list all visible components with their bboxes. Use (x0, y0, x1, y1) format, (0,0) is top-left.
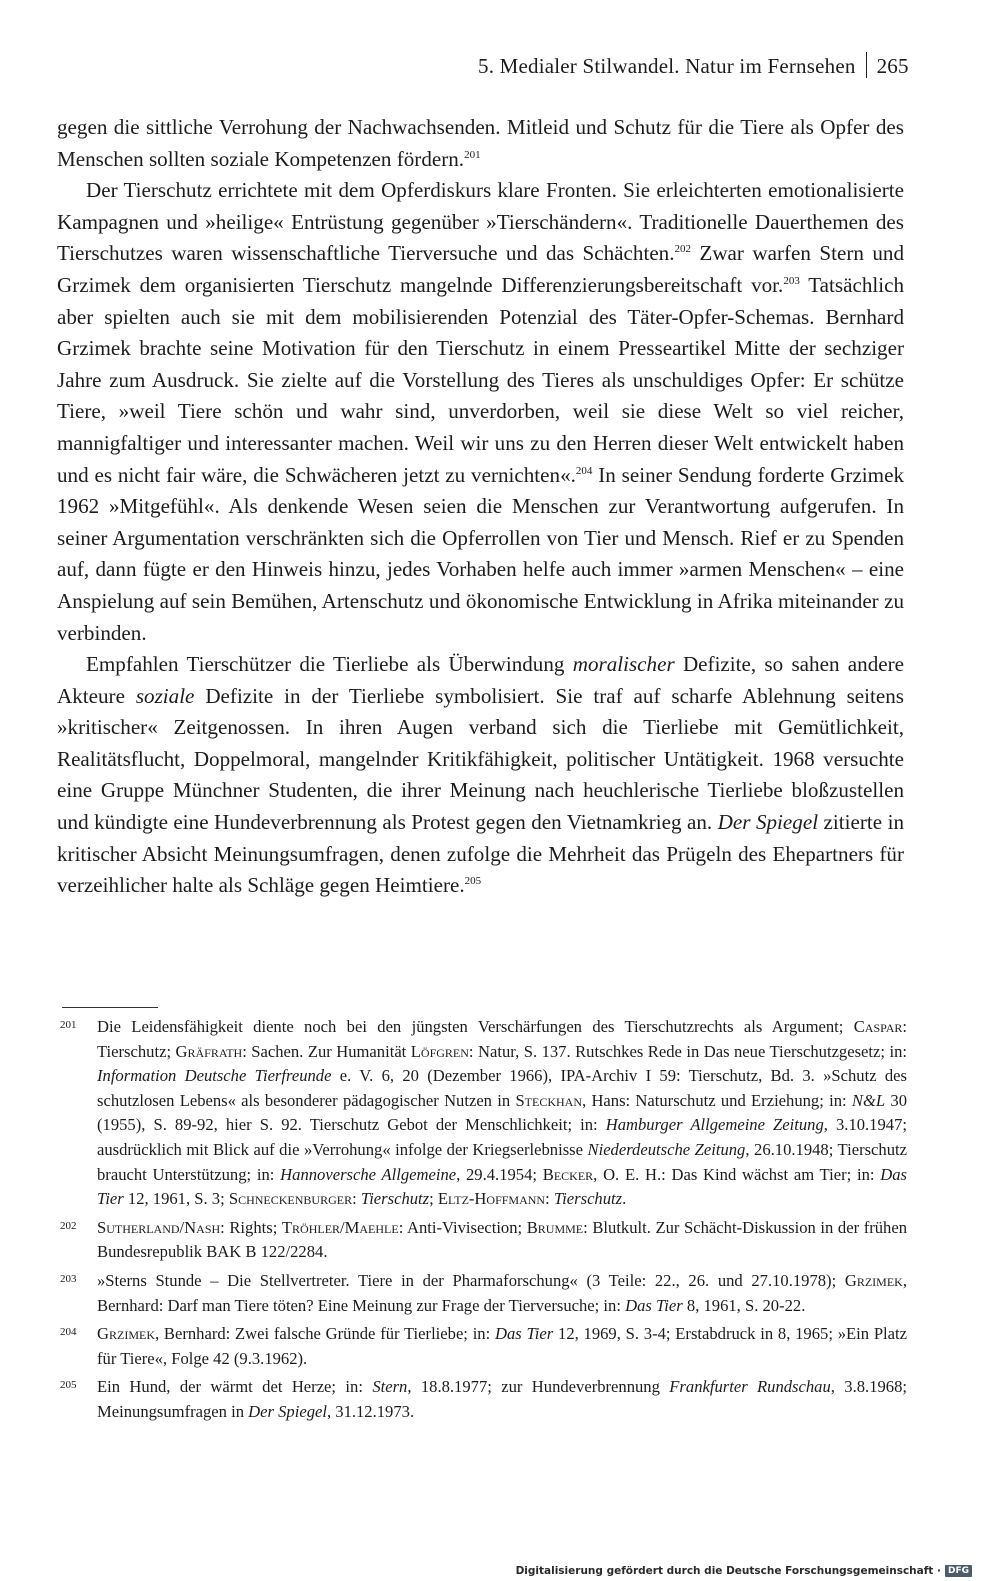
author-name: Löfgren (410, 1041, 469, 1061)
text-run: zitierte in kritischer Absicht Meinungsumfragen, denen zufolge die Mehrheit das Prügeln des Ehepartners für verzeihlicher halte als Schläge gegen Heimtiere. (57, 810, 904, 898)
text-run: Tatsächlich aber spielten auch sie mit dem mobilisierenden Potenzial des Täter-Opfer-Schemas. Bernhard Grzimek brachte seine Motivation für den Tierschutz in einem Presseartikel Mitte der sechziger Jahre zum Ausdruck. Sie zielte auf die Vorstellung des Tieres als unschuldiges Opfer: Er schütze Tiere, »weil Tiere schön und wahr sind, unverdorben, weil sie diese Welt so viel reicher, mannigfaltiger und interessanter machen. Weil wir uns zu den Herren dieser Welt entwickelt haben und es nicht fair wäre, die Schwächeren jetzt zu vernichten«. (57, 272, 904, 487)
text-run: : (352, 1189, 361, 1209)
italic-span: Tierschutz (553, 1189, 623, 1209)
author-name: Grzimek (844, 1270, 903, 1290)
italic-span: Frankfurter Rundschau (669, 1377, 831, 1397)
text-run: , 31.12.1973. (326, 1401, 415, 1421)
footnote-number: 204 (60, 1326, 77, 1339)
dfg-logo: DFG (945, 1565, 972, 1577)
paragraph (57, 175, 904, 649)
text-run: gegen die sittliche Verrohung der Nachwachsenden. Mitleid und Schutz für die Tiere als Opfer des Menschen sollten soziale Kompetenzen fördern. (57, 115, 904, 171)
italic-span: Das Tier (625, 1295, 683, 1315)
italic-span: Das Tier (494, 1324, 554, 1344)
footnote (60, 1216, 907, 1265)
text-run: »Sterns Stunde – Die Stellvertreter. Tiere in der Pharmaforschung« (3 Teile: 22., 26. und 27.10.1978); (97, 1270, 845, 1290)
italic-span: Information Deutsche Tierfreunde (97, 1066, 332, 1086)
footnote-ref: 202 (674, 243, 691, 256)
text-run: Empfahlen Tierschützer die Tierliebe als Überwindung (86, 652, 573, 677)
text-run: : Sachen. Zur Humanität (242, 1041, 411, 1061)
text-run: . (622, 1189, 627, 1209)
text-run: Ein Hund, der wärmt det Herze; in: (97, 1377, 373, 1397)
footnote (60, 1269, 907, 1318)
footnote-number: 203 (60, 1272, 77, 1285)
text-run: In seiner Sendung forderte Grzimek 1962 »Mitgefühl«. Als denkende Wesen seien die Menschen zur Verantwortung aufgerufen. In seiner Argumentation verschränkten sich die Opferrollen von Tier und Mensch. Rief er zu Spenden auf, dann fügte er den Hinweis hinzu, jedes Vorhaben helfe auch immer »armen Menschen« – eine Anspielung auf sein Bemühen, Artenschutz und ökonomische Entwicklung in Afrika miteinander zu verbinden. (57, 462, 904, 645)
author-name: Schneckenburger (228, 1189, 353, 1209)
footnote-ref: 203 (783, 274, 800, 287)
text-run: Defizite, so sahen andere Akteure (57, 652, 904, 708)
text-run: , 26.10.1948; Tierschutz braucht Unterstützung; in: (97, 1139, 907, 1184)
header-divider (866, 52, 867, 78)
text-run: : (545, 1189, 554, 1209)
paragraph (57, 112, 904, 175)
text-run: 12, 1969, S. 3-4; Erstabdruck in 8, 1965; »Ein Platz für Tiere«, Folge 42 (9.3.1962). (97, 1324, 907, 1368)
text-run: : Anti-Vivisection; (398, 1217, 527, 1237)
footnote (60, 1322, 907, 1371)
text-run: 8, 1961, S. 20-22. (682, 1295, 806, 1315)
text-run: , Bernhard: Zwei falsche Gründe für Tierliebe; in: (154, 1324, 495, 1344)
author-name: Caspar (853, 1017, 903, 1036)
digitization-text: Digitalisierung gefördert durch die Deutsche Forschungsgemeinschaft · (515, 1565, 941, 1577)
text-run: , Bernhard: Darf man Tiere töten? Eine Meinung zur Frage der Tierversuche; in: (97, 1270, 907, 1315)
text-run: : Tierschutz; (97, 1017, 907, 1061)
text-run: ; (429, 1189, 438, 1209)
footnotes (60, 1015, 907, 1429)
footnote (60, 1015, 907, 1212)
italic-span: N&L (851, 1090, 886, 1110)
footnote-ref: 205 (464, 875, 482, 888)
footnote-separator (62, 1007, 158, 1008)
author-name: Brumme (526, 1217, 584, 1237)
paragraph (57, 649, 904, 902)
italic-span: Hannoversche Allgemeine (280, 1164, 457, 1184)
author-name: Eltz-Hoffmann (437, 1189, 546, 1209)
italic-span: Stern (372, 1377, 408, 1397)
text-run: Zwar warfen Stern und Grzimek dem organisierten Tierschutz mangelnde Differenzierungsbereitschaft vor. (57, 241, 904, 297)
author-name: Steckhan (515, 1090, 583, 1110)
text-run: Defizite in der Tierliebe symbolisiert. Sie traf auf scharfe Ablehnung seitens »kritischer« Zeitgenossen. In ihren Augen verband sich die Tierliebe mit Gemütlichkeit, Realitätsflucht, Doppelmoral, mangelnder Kritikfähigkeit, politischer Untätigkeit. 1968 versuchte eine Gruppe Münchner Studenten, die ihrer Meinung nach heuchlerische Tierliebe bloßzustellen und kündigte eine Hundeverbrennung als Protest gegen den Vietnamkrieg an. (57, 683, 904, 835)
text-run: 30 (1955), S. 89-92, hier S. 92. Tierschutz Gebot der Menschlichkeit; in: (97, 1090, 908, 1135)
page-number: 265 (876, 54, 909, 78)
footnote-ref: 201 (464, 148, 481, 161)
italic-span: Der Spiegel (717, 810, 819, 835)
italic-span: soziale (135, 683, 195, 708)
italic-span: Der Spiegel (248, 1401, 327, 1421)
text-run: , 3.8.1968; Meinungsumfragen in (97, 1377, 907, 1421)
text-run: : Natur, S. 137. Rutschkes Rede in Das neue Tierschutzgesetz; in: (468, 1041, 907, 1061)
text-run: : Rights; (220, 1217, 282, 1237)
italic-span: Niederdeutsche Zeitung (587, 1139, 746, 1159)
footnote-number: 205 (60, 1379, 77, 1392)
footnote-number: 201 (60, 1019, 77, 1031)
footnote-ref: 204 (575, 464, 593, 477)
text-run: , 18.8.1977; zur Hundeverbrennung (407, 1377, 670, 1397)
text-run: , 29.4.1954; (456, 1164, 543, 1184)
text-run: Die Leidensfähigkeit diente noch bei den jüngsten Verschärfungen des Tierschutzrechts als Argument; (97, 1017, 854, 1036)
digitization-notice (516, 1565, 972, 1577)
author-name: Becker (542, 1164, 594, 1184)
author-name: Sutherland/Nash (97, 1217, 221, 1237)
italic-span: Das Tier (97, 1164, 907, 1209)
italic-span: Hamburger Allgemeine Zeitung (605, 1115, 824, 1135)
author-name: Tröhler/Maehle (281, 1217, 399, 1237)
running-head (478, 52, 909, 79)
text-run: e. V. 6, 20 (Dezember 1966), IPA-Archiv I 59: Tierschutz, Bd. 3. »Schutz des schutzlosen Lebens« als besonderer pädagogischer Nutzen in (97, 1066, 908, 1110)
footnote (60, 1375, 907, 1424)
chapter-title: 5. Medialer Stilwandel. Natur im Fernsehen (478, 54, 856, 78)
italic-span: Tierschutz (360, 1189, 430, 1209)
author-name: Gräfrath (175, 1041, 243, 1061)
author-name: Grzimek (97, 1324, 155, 1344)
body-text (57, 112, 904, 902)
text-run: 12, 1961, S. 3; (123, 1189, 229, 1209)
footnote-number: 202 (60, 1219, 77, 1232)
text-run: , Hans: Naturschutz und Erziehung; in: (582, 1090, 852, 1110)
text-run: , 3.10.1947; ausdrücklich mit Blick auf die »Verrohung« infolge der Kriegserlebnisse (97, 1115, 907, 1159)
text-run: , O. E. H.: Das Kind wächst am Tier; in: (593, 1164, 881, 1184)
text-run: Der Tierschutz errichtete mit dem Opferdiskurs klare Fronten. Sie erleichterten emotionalisierte Kampagnen und »heilige« Entrüstung gegenüber »Tierschändern«. Traditionelle Dauerthemen des Tierschutzes waren wissenschaftliche Tierversuche und das Schächten. (57, 178, 904, 266)
italic-span: moralischer (572, 652, 675, 677)
text-run: : Blutkult. Zur Schächt-Diskussion in der frühen Bundesrepublik BAK B 122/2284. (97, 1217, 908, 1262)
